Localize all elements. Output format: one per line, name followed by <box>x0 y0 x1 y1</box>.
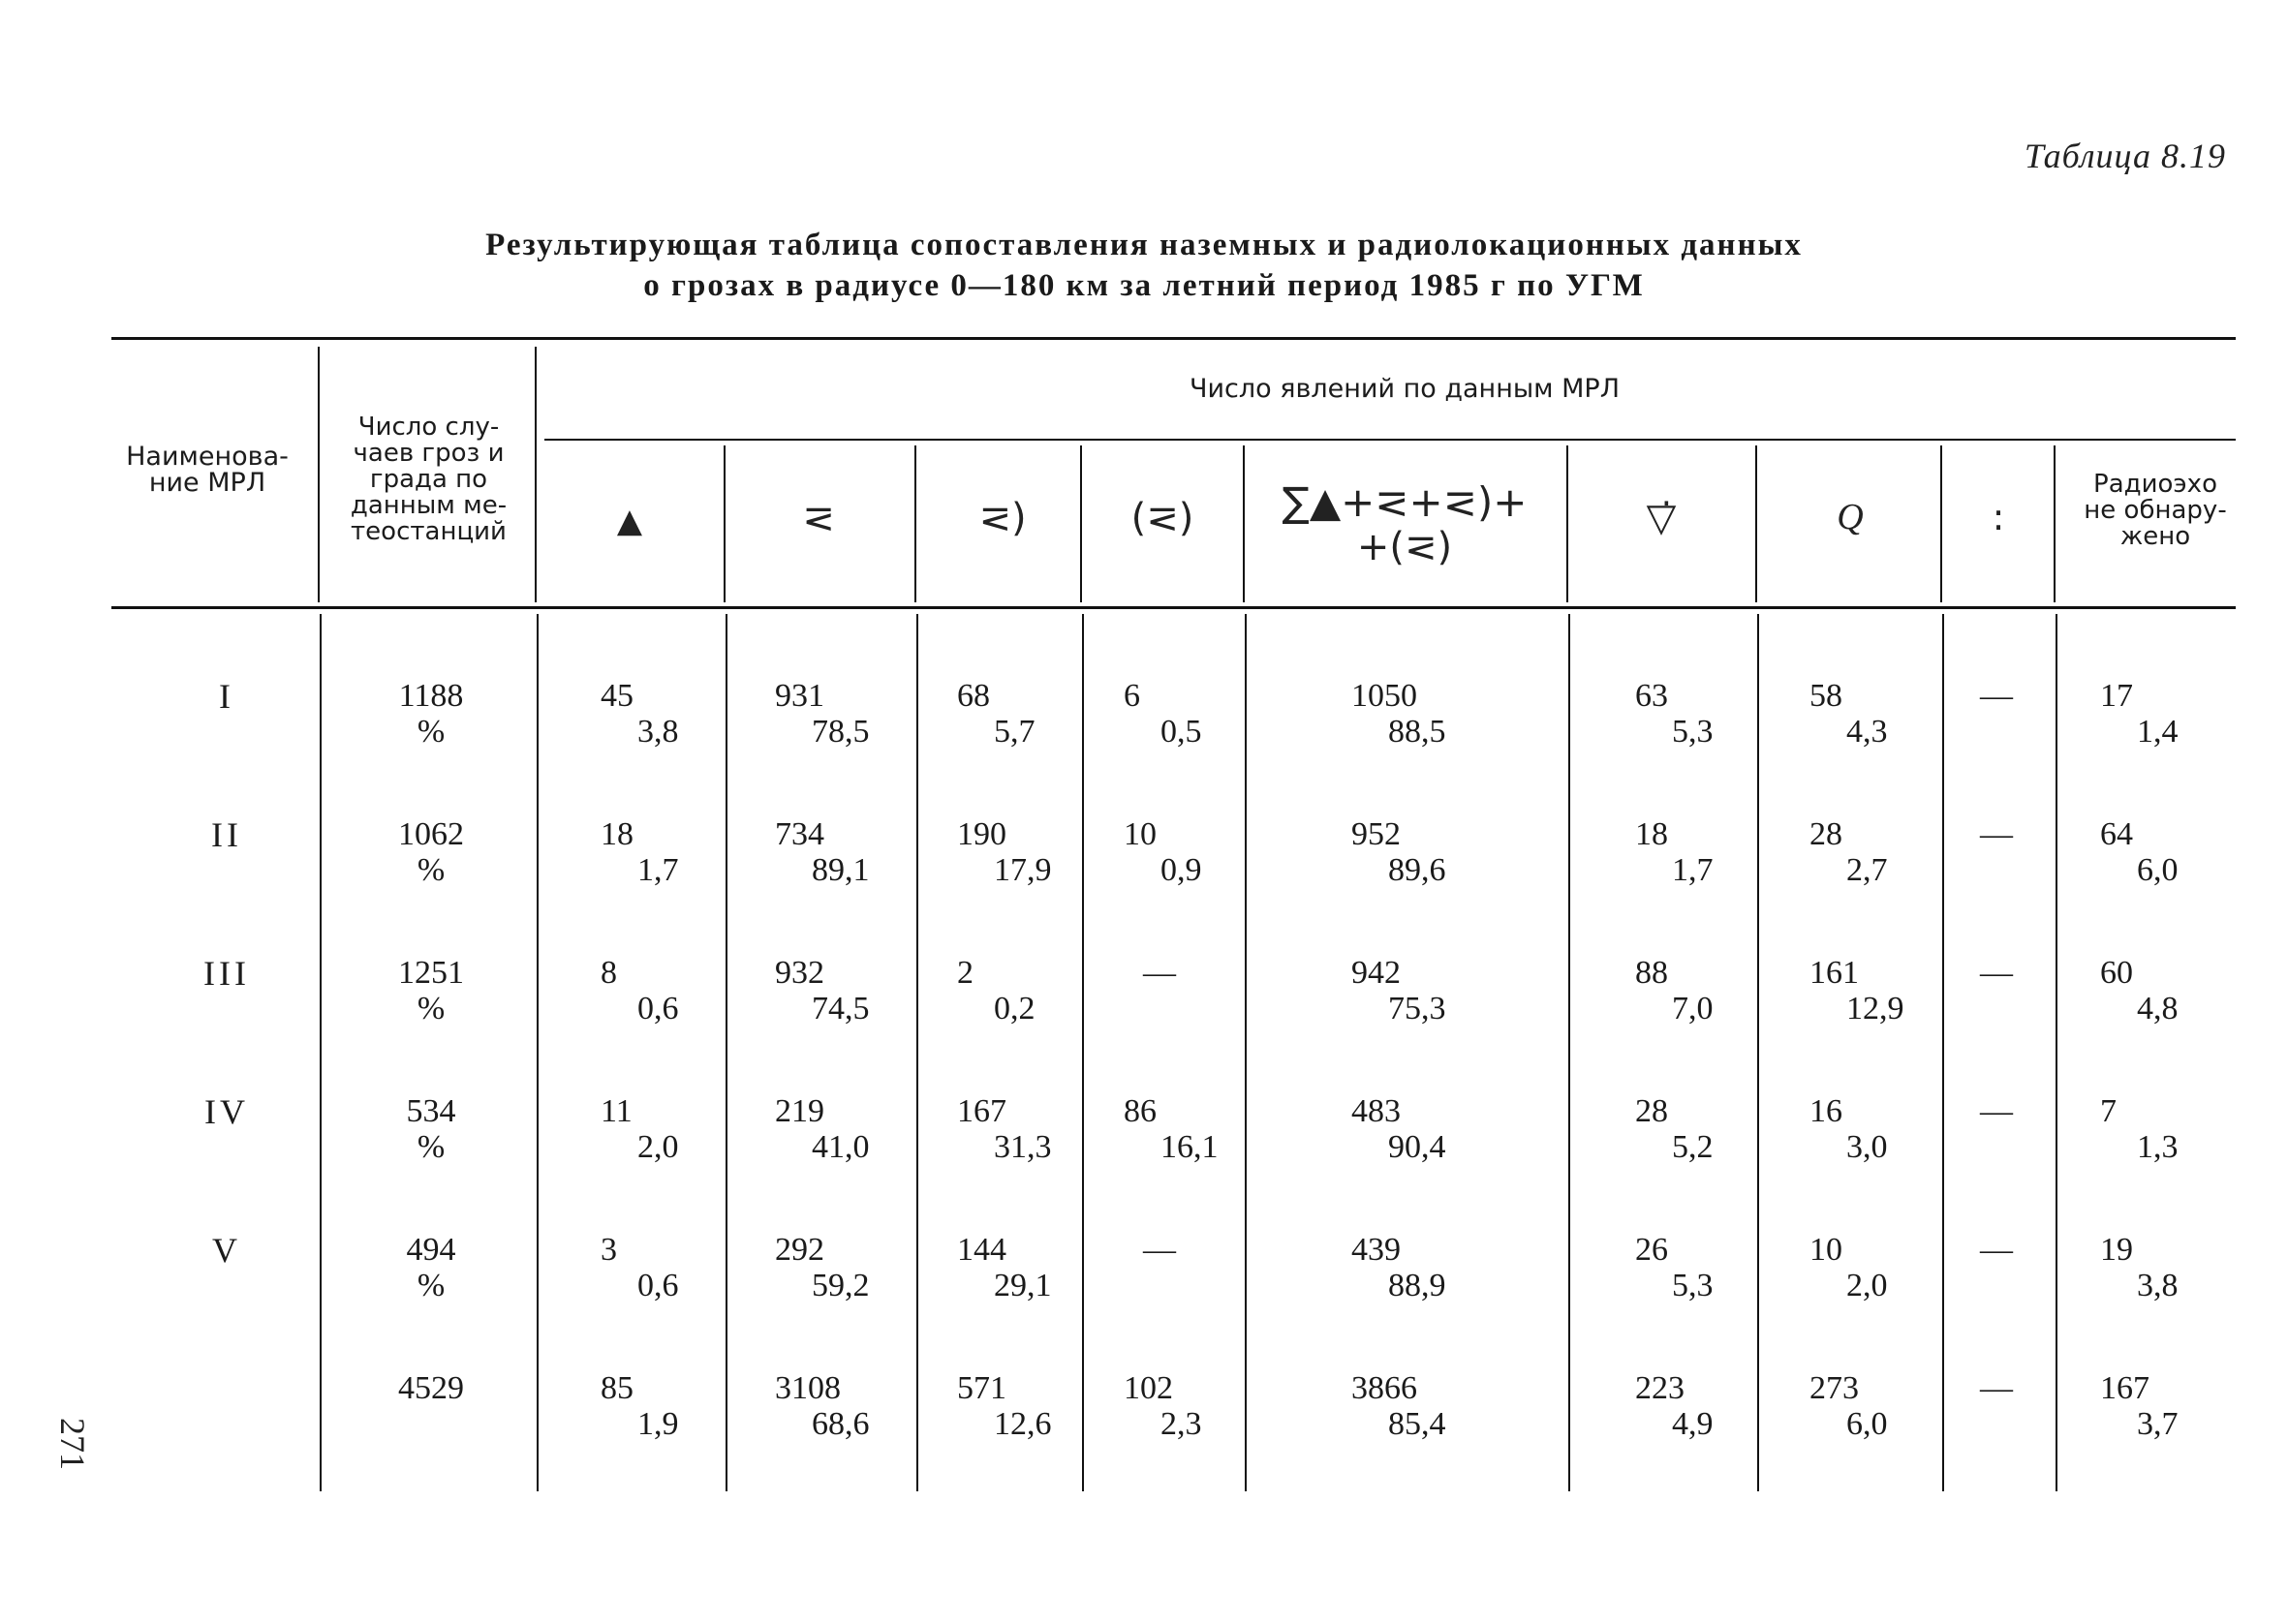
storm-cell <box>775 816 870 888</box>
q-cell <box>1809 1093 1888 1165</box>
count-value: 734 <box>775 816 824 852</box>
count-value: 3866 <box>1351 1370 1417 1406</box>
cases-cell <box>387 1370 475 1406</box>
col-divider <box>916 614 918 1491</box>
count-value: 45 <box>601 678 634 714</box>
paren-storm-cell <box>1143 955 1180 991</box>
shower-cell <box>1635 955 1714 1026</box>
count-value: 167 <box>2100 1370 2149 1406</box>
cases-cell <box>387 1232 475 1303</box>
percent-sign: % <box>417 1129 446 1165</box>
percent-value: 5,2 <box>1672 1129 1714 1165</box>
cases-cell <box>387 816 475 888</box>
col-divider <box>1080 445 1082 602</box>
count-value: 63 <box>1635 678 1668 714</box>
percent-sign: % <box>417 852 446 888</box>
col-divider <box>1755 445 1757 602</box>
title-line-1: Результирующая таблица сопоставления наземных и радиолокационных данных <box>485 228 1803 262</box>
percent-value: 1,7 <box>1672 852 1714 888</box>
col-divider <box>537 614 539 1491</box>
header-sum-line-2: +(⋜) <box>1356 525 1453 569</box>
count-value: 18 <box>1635 816 1668 852</box>
paren-storm-cell <box>1124 816 1202 888</box>
paren-storm-cell <box>1124 1370 1202 1442</box>
count-value: 86 <box>1124 1093 1157 1129</box>
percent-value: 5,7 <box>994 714 1036 750</box>
percent-value: 88,9 <box>1388 1268 1446 1303</box>
storm-p-cell <box>957 955 1036 1026</box>
count-value: 88 <box>1635 955 1668 991</box>
header-cases: Число слу-чаев гроз и града по данным ме-теостанций <box>350 413 508 546</box>
row-name: III <box>203 954 250 993</box>
count-value: 85 <box>601 1370 634 1406</box>
percent-value: 68,6 <box>812 1406 870 1442</box>
sum-cell <box>1351 955 1446 1026</box>
col-divider <box>535 347 537 602</box>
count-value: — <box>1143 1232 1176 1268</box>
row-name: IV <box>204 1092 249 1131</box>
row-name: II <box>211 815 242 854</box>
percent-value: 41,0 <box>812 1129 870 1165</box>
percent-value: 0,9 <box>1160 852 1202 888</box>
count-value: 292 <box>775 1232 824 1268</box>
col-divider <box>1940 445 1942 602</box>
count-value: 8 <box>601 955 617 991</box>
count-value: 11 <box>601 1093 633 1129</box>
storm-cell <box>775 1093 870 1165</box>
percent-value: 3,7 <box>2137 1406 2179 1442</box>
cases-value: 534 <box>406 1093 456 1129</box>
shower-cell <box>1635 1370 1714 1442</box>
header-bottom-rule <box>111 606 2236 609</box>
percent-sign: % <box>417 714 446 750</box>
count-value: 931 <box>775 678 824 714</box>
count-value: 17 <box>2100 678 2133 714</box>
percent-value: 88,5 <box>1388 714 1446 750</box>
count-value: 58 <box>1809 678 1842 714</box>
shower-cell <box>1635 1232 1714 1303</box>
percent-value: 78,5 <box>812 714 870 750</box>
storm-cell <box>775 1370 870 1442</box>
count-value: 3108 <box>775 1370 841 1406</box>
percent-value: 2,0 <box>637 1129 679 1165</box>
colon-dash: — <box>1980 1370 2013 1406</box>
count-value: 219 <box>775 1093 824 1129</box>
cases-cell <box>387 955 475 1026</box>
percent-value: 59,2 <box>812 1268 870 1303</box>
percent-value: 0,6 <box>637 991 679 1026</box>
hail-cell <box>601 816 679 888</box>
col-divider <box>2056 614 2057 1491</box>
count-value: 28 <box>1635 1093 1668 1129</box>
count-value: 439 <box>1351 1232 1401 1268</box>
count-value: 18 <box>601 816 634 852</box>
header-name: Наименова-ние МРЛ <box>126 442 289 498</box>
percent-sign: % <box>417 991 446 1026</box>
percent-value: 4,9 <box>1672 1406 1714 1442</box>
sum-cell <box>1351 816 1446 888</box>
percent-value: 3,0 <box>1846 1129 1888 1165</box>
percent-value: 75,3 <box>1388 991 1446 1026</box>
q-cell <box>1809 816 1888 888</box>
header-no-echo: Радиоэхо не обнару-жено <box>2084 470 2227 551</box>
col-divider <box>1568 614 1570 1491</box>
col-divider <box>914 445 916 602</box>
hail-cell <box>601 678 679 750</box>
row-name: I <box>219 677 234 716</box>
cases-value: 4529 <box>398 1370 464 1406</box>
paren-storm-cell <box>1124 678 1202 750</box>
colon-dash: — <box>1980 816 2013 852</box>
colon-dash: — <box>1980 678 2013 714</box>
percent-value: 3,8 <box>637 714 679 750</box>
thunderstorm-icon: ⋜ <box>802 496 835 540</box>
percent-value: 6,0 <box>2137 852 2179 888</box>
count-value: 161 <box>1809 955 1859 991</box>
count-value: 16 <box>1809 1093 1842 1129</box>
shower-cell <box>1635 1093 1714 1165</box>
col-divider <box>724 445 726 602</box>
count-value: 10 <box>1124 816 1157 852</box>
count-value: 3 <box>601 1232 617 1268</box>
count-value: 190 <box>957 816 1006 852</box>
count-value: 942 <box>1351 955 1401 991</box>
q-cell <box>1809 1232 1888 1303</box>
col-divider <box>1757 614 1759 1491</box>
cases-cell <box>387 1093 475 1165</box>
percent-value: 0,6 <box>637 1268 679 1303</box>
count-value: 102 <box>1124 1370 1173 1406</box>
percent-value: 4,3 <box>1846 714 1888 750</box>
title-line-2: о грозах в радиусе 0—180 км за летний период 1985 г по УГМ <box>643 268 1645 303</box>
hail-cell <box>601 1370 679 1442</box>
percent-value: 2,3 <box>1160 1406 1202 1442</box>
count-value: 6 <box>1124 678 1140 714</box>
percent-value: 5,3 <box>1672 1268 1714 1303</box>
percent-sign: % <box>417 1268 446 1303</box>
percent-value: 29,1 <box>994 1268 1052 1303</box>
storm-cell <box>775 1232 870 1303</box>
col-divider <box>1082 614 1084 1491</box>
percent-value: 16,1 <box>1160 1129 1219 1165</box>
count-value: 28 <box>1809 816 1842 852</box>
colon-dash: — <box>1980 955 2013 991</box>
cases-value: 1062 <box>398 816 464 852</box>
percent-value: 74,5 <box>812 991 870 1026</box>
cases-cell <box>387 678 475 750</box>
percent-value: 1,7 <box>637 852 679 888</box>
count-value: 952 <box>1351 816 1401 852</box>
count-value: 7 <box>2100 1093 2117 1129</box>
col-divider <box>1566 445 1568 602</box>
hail-cell <box>601 1232 679 1303</box>
hail-icon: ▲ <box>616 502 643 540</box>
count-value: 144 <box>957 1232 1006 1268</box>
header-colon: : <box>1992 496 2005 538</box>
count-value: 1050 <box>1351 678 1417 714</box>
sum-cell <box>1351 678 1446 750</box>
percent-value: 85,4 <box>1388 1406 1446 1442</box>
count-value: 2 <box>957 955 974 991</box>
percent-value: 3,8 <box>2137 1268 2179 1303</box>
percent-value: 5,3 <box>1672 714 1714 750</box>
cases-value: 1188 <box>398 678 464 714</box>
percent-value: 1,9 <box>637 1406 679 1442</box>
count-value: 483 <box>1351 1093 1401 1129</box>
paren-storm-cell <box>1124 1093 1219 1165</box>
page-number: 271 <box>53 1418 92 1470</box>
col-divider <box>726 614 727 1491</box>
percent-value: 1,3 <box>2137 1129 2179 1165</box>
col-divider <box>2054 445 2056 602</box>
storm-p-cell <box>957 816 1052 888</box>
q-cell <box>1809 1370 1888 1442</box>
storm-p-cell <box>957 1232 1052 1303</box>
count-value: 932 <box>775 955 824 991</box>
storm-cell <box>775 678 870 750</box>
count-value: 223 <box>1635 1370 1685 1406</box>
percent-value: 7,0 <box>1672 991 1714 1026</box>
shower-cell <box>1635 816 1714 888</box>
sum-cell <box>1351 1232 1446 1303</box>
percent-value: 31,3 <box>994 1129 1052 1165</box>
col-divider <box>320 614 322 1491</box>
sum-cell <box>1351 1093 1446 1165</box>
percent-value: 1,4 <box>2137 714 2179 750</box>
no-echo-cell <box>2100 1093 2179 1165</box>
top-rule <box>111 337 2236 340</box>
count-value: 10 <box>1809 1232 1842 1268</box>
thunderstorm-ended-icon: ⋜) <box>978 496 1027 540</box>
sum-cell <box>1351 1370 1446 1442</box>
percent-value: 2,7 <box>1846 852 1888 888</box>
no-echo-cell <box>2100 816 2179 888</box>
shower-icon: ▽̇ <box>1646 496 1677 540</box>
percent-value: 12,9 <box>1846 991 1904 1026</box>
thunderstorm-distant-icon: (⋜) <box>1130 496 1194 540</box>
shower-cell <box>1635 678 1714 750</box>
percent-value: 6,0 <box>1846 1406 1888 1442</box>
percent-value: 0,2 <box>994 991 1036 1026</box>
count-value: 273 <box>1809 1370 1859 1406</box>
storm-p-cell <box>957 1370 1052 1442</box>
q-cell <box>1809 678 1888 750</box>
col-divider <box>1245 614 1247 1491</box>
count-value: — <box>1143 955 1176 991</box>
count-value: 19 <box>2100 1232 2133 1268</box>
percent-value: 4,8 <box>2137 991 2179 1026</box>
percent-value: 89,1 <box>812 852 870 888</box>
header-sum-line-1: ∑▲+⋜+⋜)+ <box>1282 478 1528 526</box>
table-label: Таблица 8.19 <box>2024 137 2226 175</box>
percent-value: 12,6 <box>994 1406 1052 1442</box>
cases-value: 1251 <box>398 955 464 991</box>
cases-value: 494 <box>406 1232 456 1268</box>
q-cell <box>1809 955 1904 1026</box>
storm-cell <box>775 955 870 1026</box>
count-value: 167 <box>957 1093 1006 1129</box>
count-value: 571 <box>957 1370 1006 1406</box>
header-group: Число явлений по данным МРЛ <box>1189 374 1621 404</box>
col-divider <box>1942 614 1944 1491</box>
storm-p-cell <box>957 1093 1052 1165</box>
col-divider <box>1243 445 1245 602</box>
count-value: 68 <box>957 678 990 714</box>
group-rule <box>544 439 2236 441</box>
percent-value: 17,9 <box>994 852 1052 888</box>
percent-value: 90,4 <box>1388 1129 1446 1165</box>
no-echo-cell <box>2100 678 2179 750</box>
percent-value: 89,6 <box>1388 852 1446 888</box>
col-divider <box>318 347 320 602</box>
count-value: 64 <box>2100 816 2133 852</box>
percent-value: 0,5 <box>1160 714 1202 750</box>
colon-dash: — <box>1980 1093 2013 1129</box>
hail-cell <box>601 955 679 1026</box>
table-title <box>0 225 2288 306</box>
colon-dash: — <box>1980 1232 2013 1268</box>
count-value: 26 <box>1635 1232 1668 1268</box>
row-name: V <box>212 1231 241 1270</box>
header-q: Q <box>1837 497 1864 537</box>
storm-p-cell <box>957 678 1036 750</box>
no-echo-cell <box>2100 1232 2179 1303</box>
count-value: 60 <box>2100 955 2133 991</box>
paren-storm-cell <box>1143 1232 1180 1268</box>
hail-cell <box>601 1093 679 1165</box>
percent-value: 2,0 <box>1846 1268 1888 1303</box>
no-echo-cell <box>2100 955 2179 1026</box>
no-echo-cell <box>2100 1370 2179 1442</box>
